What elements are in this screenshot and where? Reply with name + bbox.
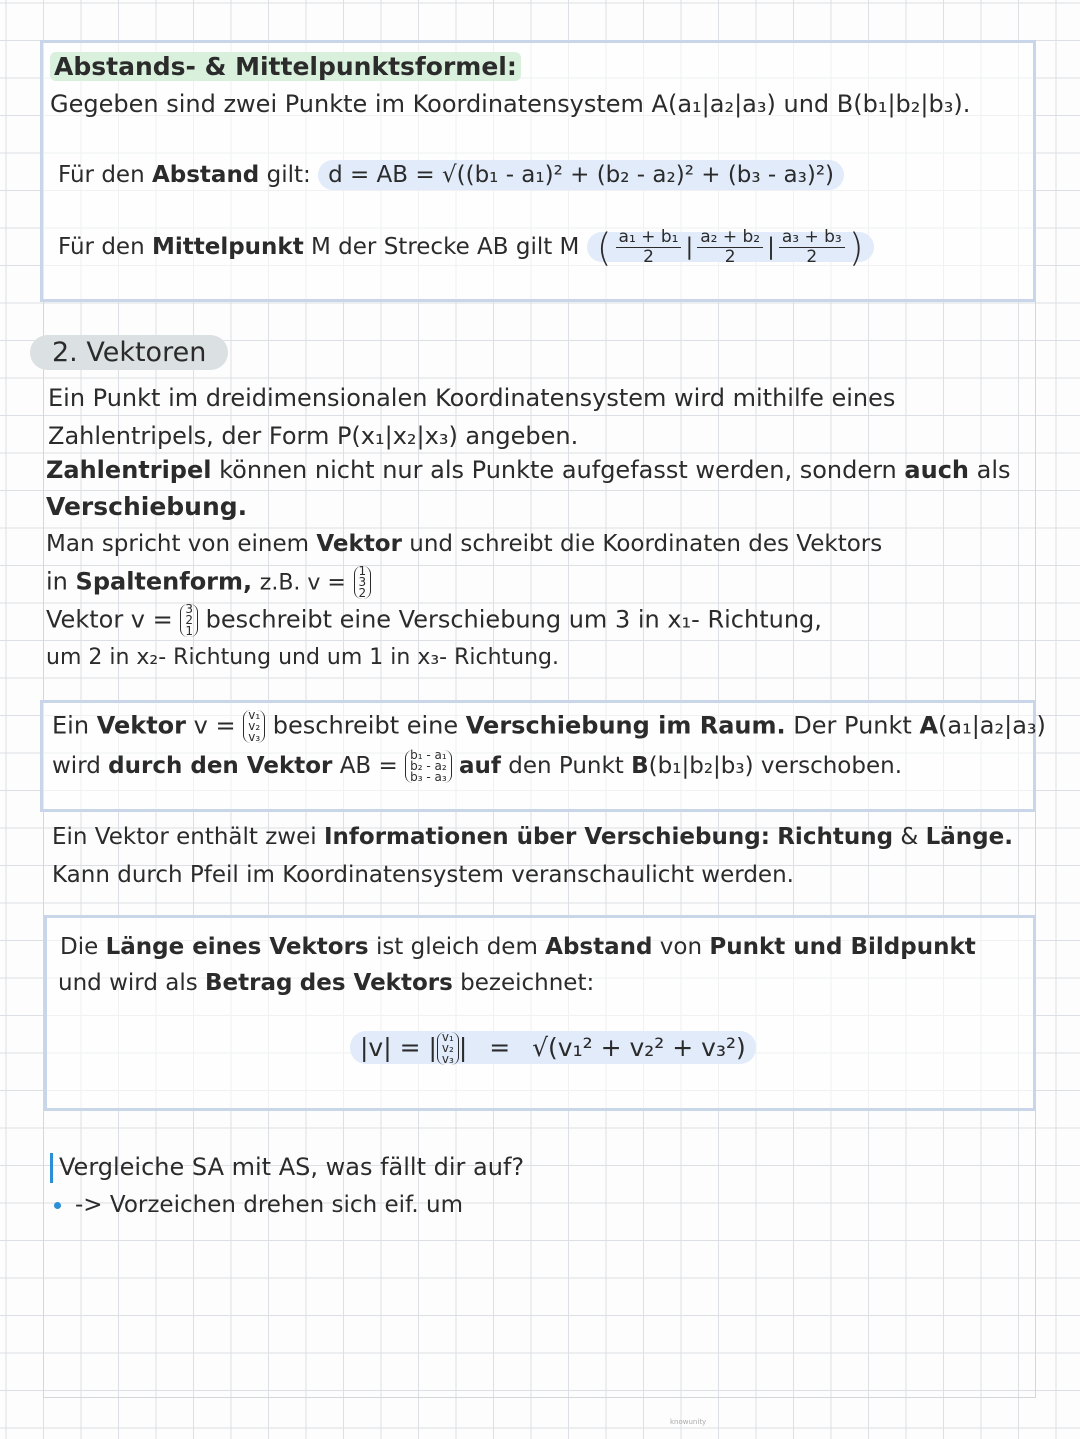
- info-line1: Ein Vektor enthält zwei Informationen über Verschiebung: Richtung & Länge.: [52, 824, 1013, 850]
- p3-line2: in Spaltenform, z.B. v = 1 3 2: [46, 566, 371, 599]
- abstand-formula: d = AB = √((b₁ - a₁)² + (b₂ - a₂)² + (b₃ - a₃)²): [318, 160, 844, 190]
- mid-fraction-3: $\frac{\text{a₃ + b₃}}{2}$: [779, 228, 845, 267]
- box2-line1: Ein Vektor v = v₁ v₂ v₃ beschreibt eine Verschiebung im Raum. Der Punkt A(a₁|a₂|a₃): [52, 708, 1046, 744]
- paren-close: ): [848, 225, 864, 270]
- betrag-formula: |v| = | v₁ v₂ v₃ | = √(v₁² + v₂² + v₃²): [350, 1031, 756, 1064]
- mitte-keyword: Mittelpunkt: [151, 234, 304, 260]
- p1-line1: Ein Punkt im dreidimensionalen Koordinatensystem wird mithilfe eines: [48, 384, 896, 412]
- section2-heading: [30, 338, 228, 368]
- betrag-formula-line: [350, 1032, 756, 1065]
- vector-v-column: v₁ v₂ v₃: [243, 710, 265, 743]
- box3-line1: Die Länge eines Vektors ist gleich dem Abstand von Punkt und Bildpunkt: [60, 934, 976, 960]
- box2-line2: wird durch den Vektor AB = b₁ - a₁ b₂ - a₂ b₃ - a₃ auf den Punkt B(b₁|b₂|b₃) verschoben.: [52, 748, 903, 784]
- mitte-suffix: M der Strecke AB gilt M: [311, 234, 580, 260]
- section1-title: [50, 52, 521, 82]
- note-line2: -> Vorzeichen drehen sich eif. um: [54, 1190, 463, 1220]
- p2-line2: Verschiebung.: [46, 492, 248, 521]
- v-column-vector: 3 2 1: [180, 604, 198, 637]
- note-marker-bar: [50, 1153, 53, 1183]
- section1-intro: Gegeben sind zwei Punkte im Koordinatensystem A(a₁|a₂|a₃) und B(b₁|b₂|b₃).: [50, 90, 971, 118]
- abstand-line: [58, 160, 844, 190]
- mittelpunkt-line: [58, 225, 874, 270]
- vector-ab-column: b₁ - a₁ b₂ - a₂ b₃ - a₃: [405, 750, 452, 783]
- note-line1: Vergleiche SA mit AS, was fällt dir auf?: [50, 1152, 524, 1183]
- mid-fraction-1: $\frac{\text{a₁ + b₁}}{2}$: [616, 228, 682, 267]
- box3-line2: und wird als Betrag des Vektors bezeichnet:: [58, 970, 595, 996]
- mittelpunkt-formula: ( $\frac{\text{a₁ + b₁}}{2}$ | $\frac{\text{a₂ + b₂}}{2}$ | $\frac{\text{a₃ + b₃}}{2}$ ): [587, 232, 874, 262]
- paren-open: (: [596, 225, 612, 270]
- footer-watermark: knowunity: [670, 1418, 707, 1426]
- section2-heading-text: 2. Vektoren: [30, 335, 228, 370]
- mid-fraction-2: $\frac{\text{a₂ + b₂}}{2}$: [697, 228, 763, 267]
- betrag-sqrt: √(v₁² + v₂² + v₃²): [532, 1032, 746, 1062]
- note-bullet-icon: [54, 1202, 61, 1209]
- p4-line1: Vektor v = 3 2 1 beschreibt eine Verschiebung um 3 in x₁- Richtung,: [46, 602, 822, 638]
- p1-line2: Zahlentripels, der Form P(x₁|x₂|x₃) angeben.: [48, 422, 579, 450]
- example-column-vector: 1 3 2: [354, 566, 372, 599]
- abstand-prefix: Für den: [58, 162, 145, 188]
- p4-line2: um 2 in x₂- Richtung und um 1 in x₃- Richtung.: [46, 645, 560, 670]
- abstand-suffix: gilt:: [266, 162, 311, 188]
- betrag-column-vector: v₁ v₂ v₃: [437, 1032, 459, 1065]
- p3-line1: Man spricht von einem Vektor und schreibt die Koordinaten des Vektors: [46, 531, 883, 557]
- info-line2: Kann durch Pfeil im Koordinatensystem veranschaulicht werden.: [52, 862, 794, 888]
- mitte-prefix: Für den: [58, 234, 145, 260]
- abstand-keyword: Abstand: [151, 162, 260, 188]
- p2-line1: Zahlentripel können nicht nur als Punkte aufgefasst werden, sondern auch als: [46, 456, 1011, 484]
- section1-title-text: Abstands- & Mittelpunktsformel:: [50, 52, 521, 81]
